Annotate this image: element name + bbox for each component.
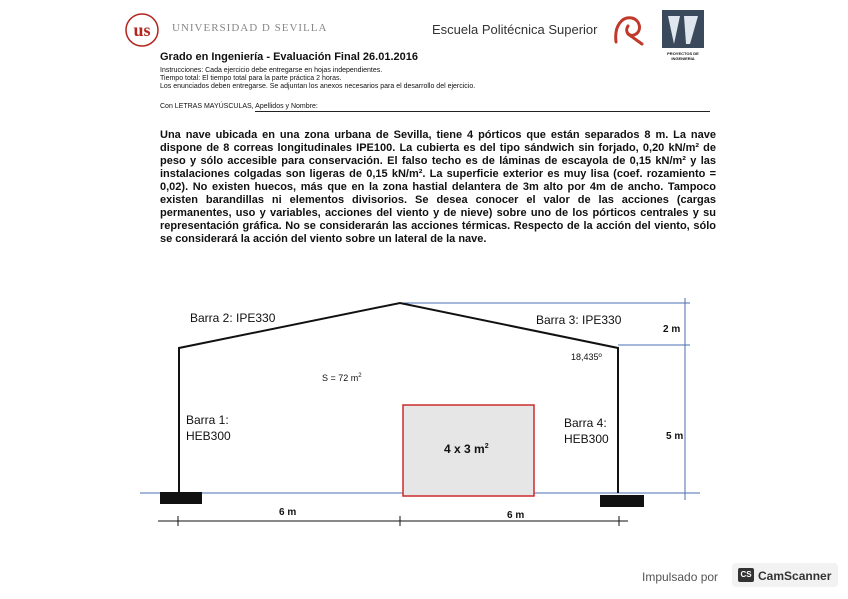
university-logo-text: us (133, 20, 151, 40)
right-support (600, 495, 644, 507)
roof-height-label: 2 m (663, 324, 681, 335)
barra3-label: Barra 3: IPE330 (536, 313, 622, 327)
area-exponent: 2 (358, 373, 362, 379)
instruction-line: Tiempo total: El tiempo total para la parte práctica 2 horas. (160, 75, 342, 82)
span-right-label: 6 m (507, 510, 525, 521)
frame-outline (179, 303, 618, 493)
opening-value: 4 x 3 m (444, 442, 485, 456)
opening-label (444, 442, 489, 456)
barra1-label: Barra 1: (186, 413, 229, 427)
university-name: UNIVERSIDAD D SEVILLA (172, 22, 328, 34)
instruction-line: Los enunciados deben entregarse. Se adjuntan los anexos necesarios para el desarrollo del ejercicio. (160, 83, 476, 90)
wall-height-label: 5 m (666, 431, 684, 442)
problem-statement: Una nave ubicada en una zona urbana de Sevilla, tiene 4 pórticos que están separados 8 m. La nave dispone de 8 correas longitudinales IPE100. La cubierta es del tipo sándwich sin forjado, 0,20 kN/m² de peso y sólo accesible para conservación. El falso techo es de láminas de escayola de 0,15 kN/m² y las instalaciones colgadas son ligeras de 0,15 kN/m². La superficie exterior es muy lisa (coef. rozamiento = 0,02). No existen huecos, más que en la zona hastial delantera de 3m alto por 4m de ancho. Tampoco existen barandillas ni elementos divisorios. Se desea conocer el valor de las acciones (cargas permanentes, uso y variables, acciones del viento y de nieve) sobre uno de los pórticos centrales y su representación gráfica. No se considerarán las acciones térmicas. Respecto de la acción del viento, sólo se considerará la acción del viento sobre un lateral de la nave. (160, 129, 716, 245)
projects-logo-label: PROYECTOS DE INGENIERIA (667, 51, 699, 61)
left-support (160, 492, 202, 504)
area-value: S = 72 m (322, 373, 359, 383)
barra4-profile: HEB300 (564, 432, 609, 446)
exam-title: Grado en Ingeniería - Evaluación Final 26.01.2016 (160, 51, 418, 63)
barra1-profile: HEB300 (186, 429, 231, 443)
camscanner-icon: CS (738, 568, 754, 582)
powered-by-label: Impulsado por (642, 570, 719, 584)
barra2-label: Barra 2: IPE330 (190, 311, 276, 325)
area-label (322, 373, 362, 383)
camscanner-name: CamScanner (758, 569, 832, 583)
angle-label: 18,435º (571, 352, 602, 362)
barra4-label: Barra 4: (564, 416, 607, 430)
school-name: Escuela Politécnica Superior (432, 22, 598, 37)
instruction-line: Instrucciones: Cada ejercicio debe entregarse en hojas independientes. (160, 67, 383, 74)
opening-exponent: 2 (484, 443, 489, 450)
span-left-label: 6 m (279, 507, 297, 518)
name-field-label: Con LETRAS MAYÚSCULAS, Apellidos y Nombre: (160, 103, 318, 110)
